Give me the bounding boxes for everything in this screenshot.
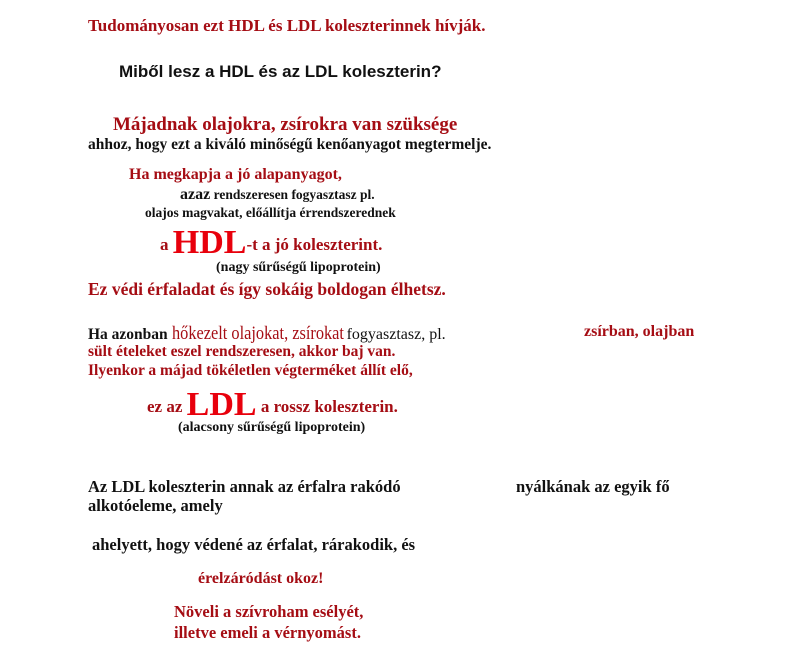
good-material-line: Ha megkapja a jó alapanyagot, (129, 166, 342, 183)
protection-line: Ez védi érfaladat és így sokáig boldogan élhetsz. (88, 279, 446, 299)
intro-line: Tudományosan ezt HDL és LDL koleszterinnek hívják. (88, 16, 486, 35)
ldl-label: LDL (186, 386, 257, 423)
blood-pressure-line: illetve emeli a vérnyomást. (174, 623, 361, 642)
hdl-label: HDL (172, 224, 247, 261)
heated-oils-highlight: hőkezelt olajokat, zsírokat (171, 323, 344, 344)
consumption-text: rendszeresen fogyasztasz pl. (210, 187, 375, 202)
fried-food-line: sült ételeket eszel rendszeresen, akkor baj van. (88, 343, 396, 360)
hdl-line (160, 226, 382, 260)
heart-attack-line: Növeli a szívroham esélyét, (174, 602, 364, 621)
ldl-prefix: ez az (147, 397, 187, 416)
consume-text: fogyasztasz, pl. (342, 326, 446, 343)
liver-needs-line: Májadnak olajokra, zsírokra van szüksége (113, 114, 458, 135)
instead-line: ahelyett, hogy védené az érfalat, rárakodik, és (92, 535, 416, 554)
component-line: alkotóeleme, amely (88, 496, 223, 515)
page-heading: Miből lesz a HDL és az LDL koleszterin? (119, 62, 442, 81)
ldl-deposit-line: Az LDL koleszterin annak az érfalra rakódó (88, 477, 401, 496)
hdl-suffix: -t a jó koleszterint. (246, 235, 383, 254)
hdl-definition: (nagy sűrűségű lipoprotein) (216, 260, 381, 275)
mucus-line: nyálkának az egyik fő (516, 477, 670, 496)
ldl-suffix: a rossz koleszterin. (256, 397, 398, 416)
heated-oils-line (88, 324, 446, 343)
imperfect-product-line: Ilyenkor a májad tökéletlen végterméket állít elő, (88, 362, 413, 379)
however-text: Ha azonban (88, 326, 172, 343)
hdl-prefix: a (160, 235, 173, 254)
regular-consumption-line (180, 187, 375, 203)
blockage-line: érelzáródást okoz! (198, 570, 324, 587)
lubricant-line: ahhoz, hogy ezt a kiváló minőségű kenőanyagot megtermelje. (88, 136, 492, 153)
fried-in-line: zsírban, olajban (584, 323, 695, 340)
ldl-line (147, 388, 398, 422)
seeds-line: olajos magvakat, előállítja érrendszerednek (145, 205, 396, 220)
azaz-word: azaz (180, 186, 211, 203)
ldl-definition: (alacsony sűrűségű lipoprotein) (178, 420, 366, 435)
